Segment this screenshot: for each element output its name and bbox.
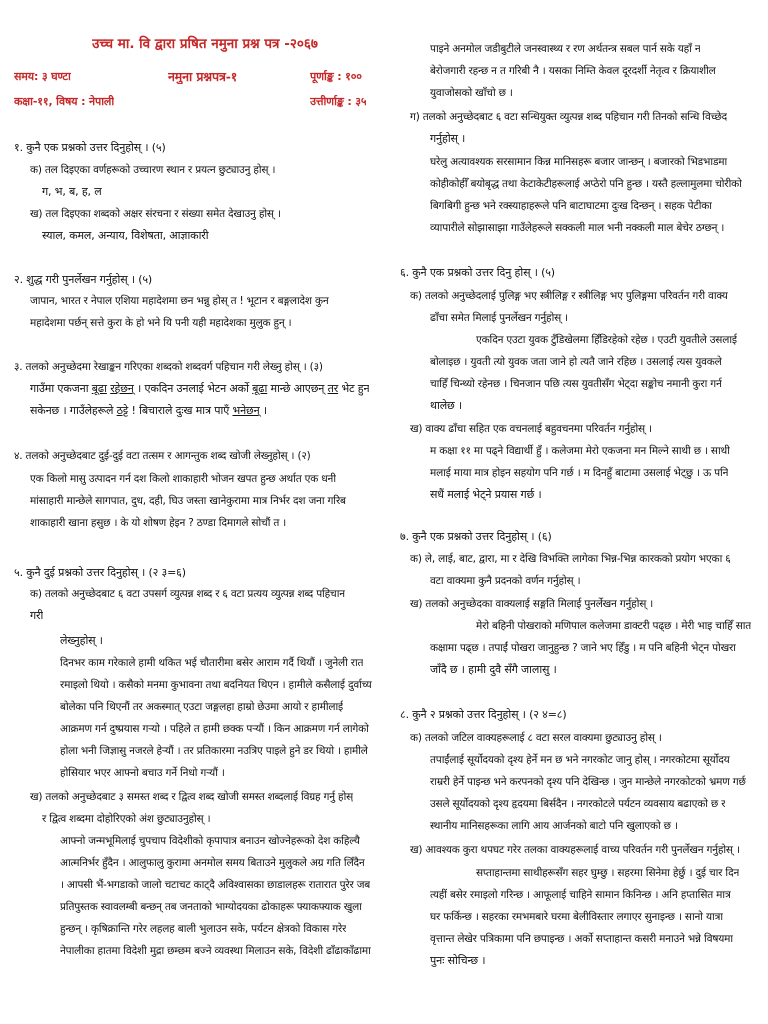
q6-b-para: मलाई माया मात्र होइन सहयोग पनि गर्छ । म दिनहुँ बाटामा उसलाई भेट्छु । ऊ पनि	[430, 467, 729, 479]
q8-heading: ८. कुनै २ प्रश्नको उत्तर दिनुहोस् । (२ ४=८)	[400, 708, 567, 721]
q8-a-para: राम्ररी हेर्ने पाइन्छ भने करपनको दृश्य पनि देखिन्छ । जुन मान्छेले नगरकोटको भ्रमण गर्छ	[430, 776, 746, 788]
q5-a-para: रमाइलो थियो । कसैको मनमा कुभावना तथा बदनियत थिएन । हामीले कसैलाई दुर्वाच्य	[60, 679, 372, 691]
q5-c-para: घरेलु अत्यावश्यक सरसामान किन्न मानिसहरू बजार जान्छन् । बजारको भिडभाडमा	[430, 156, 728, 168]
q5-c-para: व्यापारीले सोझासाझा गाउँलेहरूले सक्कली माल भनी नक्कली माल बेचेर ठग्छन् ।	[430, 222, 725, 234]
q1-a-line: क) तल दिइएका वर्णहरूको उच्चारण स्थान र प्रयत्न छुट्याउनु होस् ।	[30, 164, 276, 176]
q7-b-para: मेरो बहिनी पोखराको मणिपाल कलेजमा डाक्टरी पढ्छ । मेरी भाइ चाहिँ सात	[476, 620, 752, 632]
underlined-word: ठट्टे	[116, 404, 129, 417]
q5-b-continued: युवाजोसको खाँचो छ ।	[430, 87, 513, 99]
q6-heading: ६. कुनै एक प्रश्नको उत्तर दिनु होस् । (५)	[400, 266, 555, 279]
q1-b-words: स्याल, कमल, अन्याय, विशेषता, आज्ञाकारी	[42, 229, 209, 242]
q5-heading: ५. कुनै दुई प्रश्नको उत्तर दिनुहोस् । (२ ३=६)	[14, 566, 186, 579]
full-marks: पूर्णाङ्क : १००	[310, 70, 362, 83]
q5-a-line: लेख्नुहोस् ।	[60, 634, 103, 647]
q2-line: महादेशमा पर्छन् सत्ते कुरा के हो भने यि पनी यही महादेशका मुलुक हुन् ।	[30, 317, 292, 329]
q8-a-para: स्थानीय मानिसहरूका लागि आय आर्जनको बाटो पनि खुलाएको छ ।	[430, 820, 678, 832]
underlined-word: तर	[327, 382, 339, 395]
q5-b-continued: बेरोजगारी रहन्छ न त गरिबी नै । यसका निम्ति केवल दूरदर्शी नेतृत्व र क्रियाशील	[430, 65, 716, 77]
q5-b-para: नेपालीका हातमा विदेशी मुद्रा छम्छम बज्ने व्यवस्था मिलाउन सके, विदेशी ढाँढाकाँढामा	[60, 945, 371, 957]
q7-b-para: जाँदै छ । हामी दुवै सँगै जालासु ।	[430, 663, 557, 676]
underlined-word: रहेछन्	[110, 382, 134, 395]
q6-b-para: सधैं मलाई भेट्ने प्रयास गर्छ ।	[430, 488, 542, 501]
q5-c-para: कोहीकोहीँ बयोबृद्ध तथा केटाकेटीहरूलाई अप्ठेरो पनि हुन्छ । यस्तै हल्लामुलमा चोरीको	[430, 178, 742, 190]
q5-a-para: दिनभर काम गरेकाले हामी थकित भई चौतारीमा बसेर आराम गर्दै थियौं । जुनेली रात	[60, 657, 364, 669]
q3-heading: ३. तलको अनुच्छेदमा रेखाङ्कन गरिएका शब्दको शब्दवर्ग पहिचान गरी लेख्नु होस् । (३)	[14, 361, 323, 373]
q4-line: मांसाहारी मान्छेले सागपात, दुध, दही, घिउ जस्ता खानेकुरामा मात्र निर्भर दश जना गरिब	[30, 495, 346, 507]
q5-b-line: ख) तलको अनुच्छेदबाट ३ समस्त शब्द र द्वित्व शब्द खोजी समस्त शब्दलाई विग्रह गर्नु होस्	[30, 791, 354, 803]
q8-b-line: ख) आवश्यक कुरा थपघट गरेर तलका वाक्यहरूलाई वाच्य परिवर्तन गरी पुनर्लेखन गर्नुहोस् ।	[410, 844, 740, 856]
q8-b-para: सप्ताहान्तमा साथीहरूसँग सहर घुम्छु । सहरमा सिनेमा हेर्छु । दुई चार दिन	[476, 867, 740, 879]
q6-a-line: ढाँचा समेत मिलाई पुनर्लेखन गर्नुहोस् ।	[430, 312, 568, 324]
q4-line: शाकाहारी खाना हसुछ । के यो शोषण हेइन ? ठण्डा दिमागले सोचौं त ।	[30, 517, 287, 529]
q6-b-line: ख) वाक्य ढाँचा सहित एक वचनलाई बहुवचनमा परिवर्तन गर्नुहोस् ।	[410, 423, 652, 435]
q5-c-para: बिगबिगी हुन्छ भने रक्स्याहाहरूले पनि बाटाघाटमा दुःख दिन्छन् । सहक पेटीका	[430, 200, 712, 212]
pass-marks: उत्तीर्णाङ्क : ३५	[310, 95, 367, 108]
q6-a-para: चाहिँ चिन्थ्यो रहेनछ । चिनजान पछि त्यस युवतीसँग भेट्दा सङ्कोच नमानी कुरा गर्न	[430, 378, 722, 390]
q3-line: गाउँमा एकजना बूढा रहेछन् । एकदिन उनलाई भेटन अर्को बूढा मान्छे आएछन् तर भेट हुन	[30, 382, 370, 395]
q7-b-para: कक्षामा पढ्छ । तपाईं पोखरा जानुहुन्छ ? जाने भए हिँडु । म पनि बहिनी भेट्न पोखरा	[430, 642, 736, 654]
q1-heading: १. कुनै एक प्रश्नको उत्तर दिनुहोस् । (५)	[14, 141, 166, 154]
q8-a-para: तपाईंलाई सूर्योदयको दृश्य हेर्ने मन छ भने नगरकोट जानु होस् । नगरकोटमा सूर्योदय	[430, 754, 730, 766]
q4-heading: ४. तलको अनुच्छेदबाट दुई-दुई वटा तत्सम र आगन्तुक शब्द खोजी लेख्नुहोस् । (२)	[14, 450, 311, 462]
q5-a-line: गरी	[30, 609, 44, 622]
q6-a-line: क) तलको अनुच्छेदलाई पुलिङ्ग भए स्त्रीलिङ्ग र स्त्रीलिङ्ग भए पुलिङ्गमा परिवर्तन गरी वाक्य	[410, 290, 728, 302]
q6-a-para: थालेछ ।	[430, 399, 462, 412]
q5-b-line: र द्वित्व शब्दमा दोहोरिएको अंश छुट्याउनुहोस् ।	[42, 813, 211, 825]
q5-b-para: प्रतिपुस्तक स्वावलम्बी बन्छन् तब जनताको भाग्योदयका ढोकाहरू फ्याकफ्याक खुला	[60, 901, 362, 913]
q5-a-line: क) तलको अनुच्छेदबाट ६ वटा उपसर्ग व्युत्पन्न शब्द र ६ वटा प्रत्यय व्युत्पन्न शब्द पहिचान	[30, 588, 345, 600]
q6-b-para: म कक्षा ११ मा पढ्ने विद्यार्थी हुँ । कलेजमा मेरो एकजना मन मिल्ने साथी छ । साथी	[430, 445, 730, 457]
q8-b-para: पुनः सोचिन्छ ।	[430, 954, 486, 967]
underlined-word: बूढा	[91, 382, 107, 395]
q5-a-para: आक्रमण गर्न दुष्प्रयास गर्‍यो । पहिले त हामी छक्क पर्‍यौं । किन आक्रमण गर्न लागेको	[60, 723, 369, 735]
q5-b-continued: पाइने अनमोल जडीबुटीले जनस्वास्थ्य र रण अर्थतन्त्र सबल पार्न सके यहाँ न	[430, 43, 701, 55]
q5-b-para: आफ्नो जन्मभूमिलाई चुपचाप विदेशीको कृपापात्र बनाउन खोज्नेहरूको देश कहिल्यै	[60, 835, 360, 847]
q4-line: एक किलो मासु उत्पादन गर्न दश किलो शाकाहारी भोजन खपत हुन्छ अर्थात एक धनी	[30, 473, 336, 485]
q5-b-para: । आपसी भैं-भगडाको जालो चटाचट काट्दै अविश्वासका छाडालहरू रातारात पुरेर जब	[60, 879, 371, 891]
q7-heading: ७. कुनै एक प्रश्नको उत्तर दिनुहोस् । (६)	[400, 530, 552, 543]
q8-b-para: त्यहीं बसेर रमाइलो गरिन्छ । आफूलाई चाहिने सामान किनिन्छ । अनि हप्तासित मात्र	[430, 889, 731, 901]
q8-a-para: उसले सूर्योदयको दृश्य हृदयमा बिर्सदैन । नगरकोटले पर्यटन व्यवसाय बढाएको छ र	[430, 798, 726, 810]
underlined-word: भनेछन्	[232, 404, 260, 417]
q6-a-para: बोलाइछ । युवती त्यो युवक जता जाने हो त्यतै जाने रहिछ । उसलाई त्यस युवकले	[430, 356, 722, 368]
q8-a-line: क) तलको जटिल वाक्यहरूलाई ८ वटा सरल वाक्यमा छुट्याउनु होस् ।	[410, 732, 662, 744]
q2-heading: २. शुद्ध गरी पुनर्लेखन गर्नुहोस् । (५)	[14, 273, 153, 286]
q7-a-line: वटा वाक्यमा कुनै प्रदनको वर्णन गर्नुहोस् ।	[430, 575, 581, 587]
class-subject: कक्षा-११, विषय : नेपाली	[14, 95, 115, 108]
exam-title: उच्च मा. वि द्वारा प्रषित नमुना प्रश्न पत्र -२०६७	[92, 36, 318, 52]
q5-a-para: बोलेका पनि थिएनौं तर अकस्मात् एउटा जङ्गलहा हाम्रो छेउमा आयो र हामीलाई	[60, 701, 344, 713]
q7-a-line: क) ले, लाई, बाट, द्वारा, मा र देखि विभक्ति लागेका भिन्न-भिन्न कारकको प्रयोग भएका ६	[410, 553, 731, 565]
q1-b-line: ख) तल दिइएका शब्दको अक्षर संरचना र संख्या समेत देखाउनु होस् ।	[30, 208, 281, 220]
q5-b-para: हुन्छन् । कृषिक्रान्ति गरेर लहलह बाली भुलाउन सके, पर्यटन क्षेत्रको विकास गरेर	[60, 923, 347, 935]
q7-b-line: ख) तलको अनुच्छेदका वाक्यलाई सङ्गति मिलाई पुनर्लेखन गर्नुहोस् ।	[410, 598, 654, 610]
q6-a-para: एकदिन एउटा युवक टुँडिखेलमा हिँडिरहेको रहेछ । एउटी युवतीले उसलाई	[476, 334, 737, 346]
q5-b-para: आत्मनिर्भर हुँदैन । आलुफालु कुरामा अनमोल समय बिताउने मुलुकले अग्र गति लिँदैन	[60, 857, 365, 869]
q8-b-para: वृत्तान्त लेखेर पत्रिकामा पनि छपाइन्छ । अर्को सप्ताहान्त कसरी मनाउने भन्ने विषयमा	[430, 933, 733, 945]
q5-c-line: गर्नुहोस् ।	[430, 132, 466, 145]
underlined-word: बूढा	[252, 382, 268, 395]
paper-title: नमुना प्रश्नपत्र-१	[168, 70, 238, 84]
q5-c-line: ग) तलको अनुच्छेदबाट ६ वटा सन्धियुक्त व्युत्पन्न शब्द पहिचान गरी तिनको सन्धि विच्छेद	[410, 111, 728, 123]
q5-a-para: होला भनी जिज्ञासु नजरले हेर्‍यौं । तर प्रतिकारमा नउत्रिए पाइले हुने डर थियो । हामीले	[60, 745, 368, 757]
time-label: समय: ३ घण्टा	[14, 70, 71, 83]
q1-a-letters: ग, भ, ब, ह, ल	[42, 185, 102, 198]
q3-line: सकेनछ । गाउँलेहरूले ठट्टे ! बिचाराले दुःख मात्र पाएँ भनेछन् ।	[30, 404, 267, 417]
q8-b-para: घर फर्किन्छ । सहरका रमभमबारे घरमा बेलीविस्तार लगाएर सुनाइन्छ । सानो यात्रा	[430, 911, 723, 923]
q5-a-para: होसियार भएर आफ्नो बचाउ गर्ने निधो गर्‍यौं ।	[60, 767, 225, 779]
q2-line: जापान, भारत र नेपाल एशिया महादेशमा छन भन्नु होस् त ! भूटान र बङ्गलादेश कुन	[30, 295, 329, 307]
